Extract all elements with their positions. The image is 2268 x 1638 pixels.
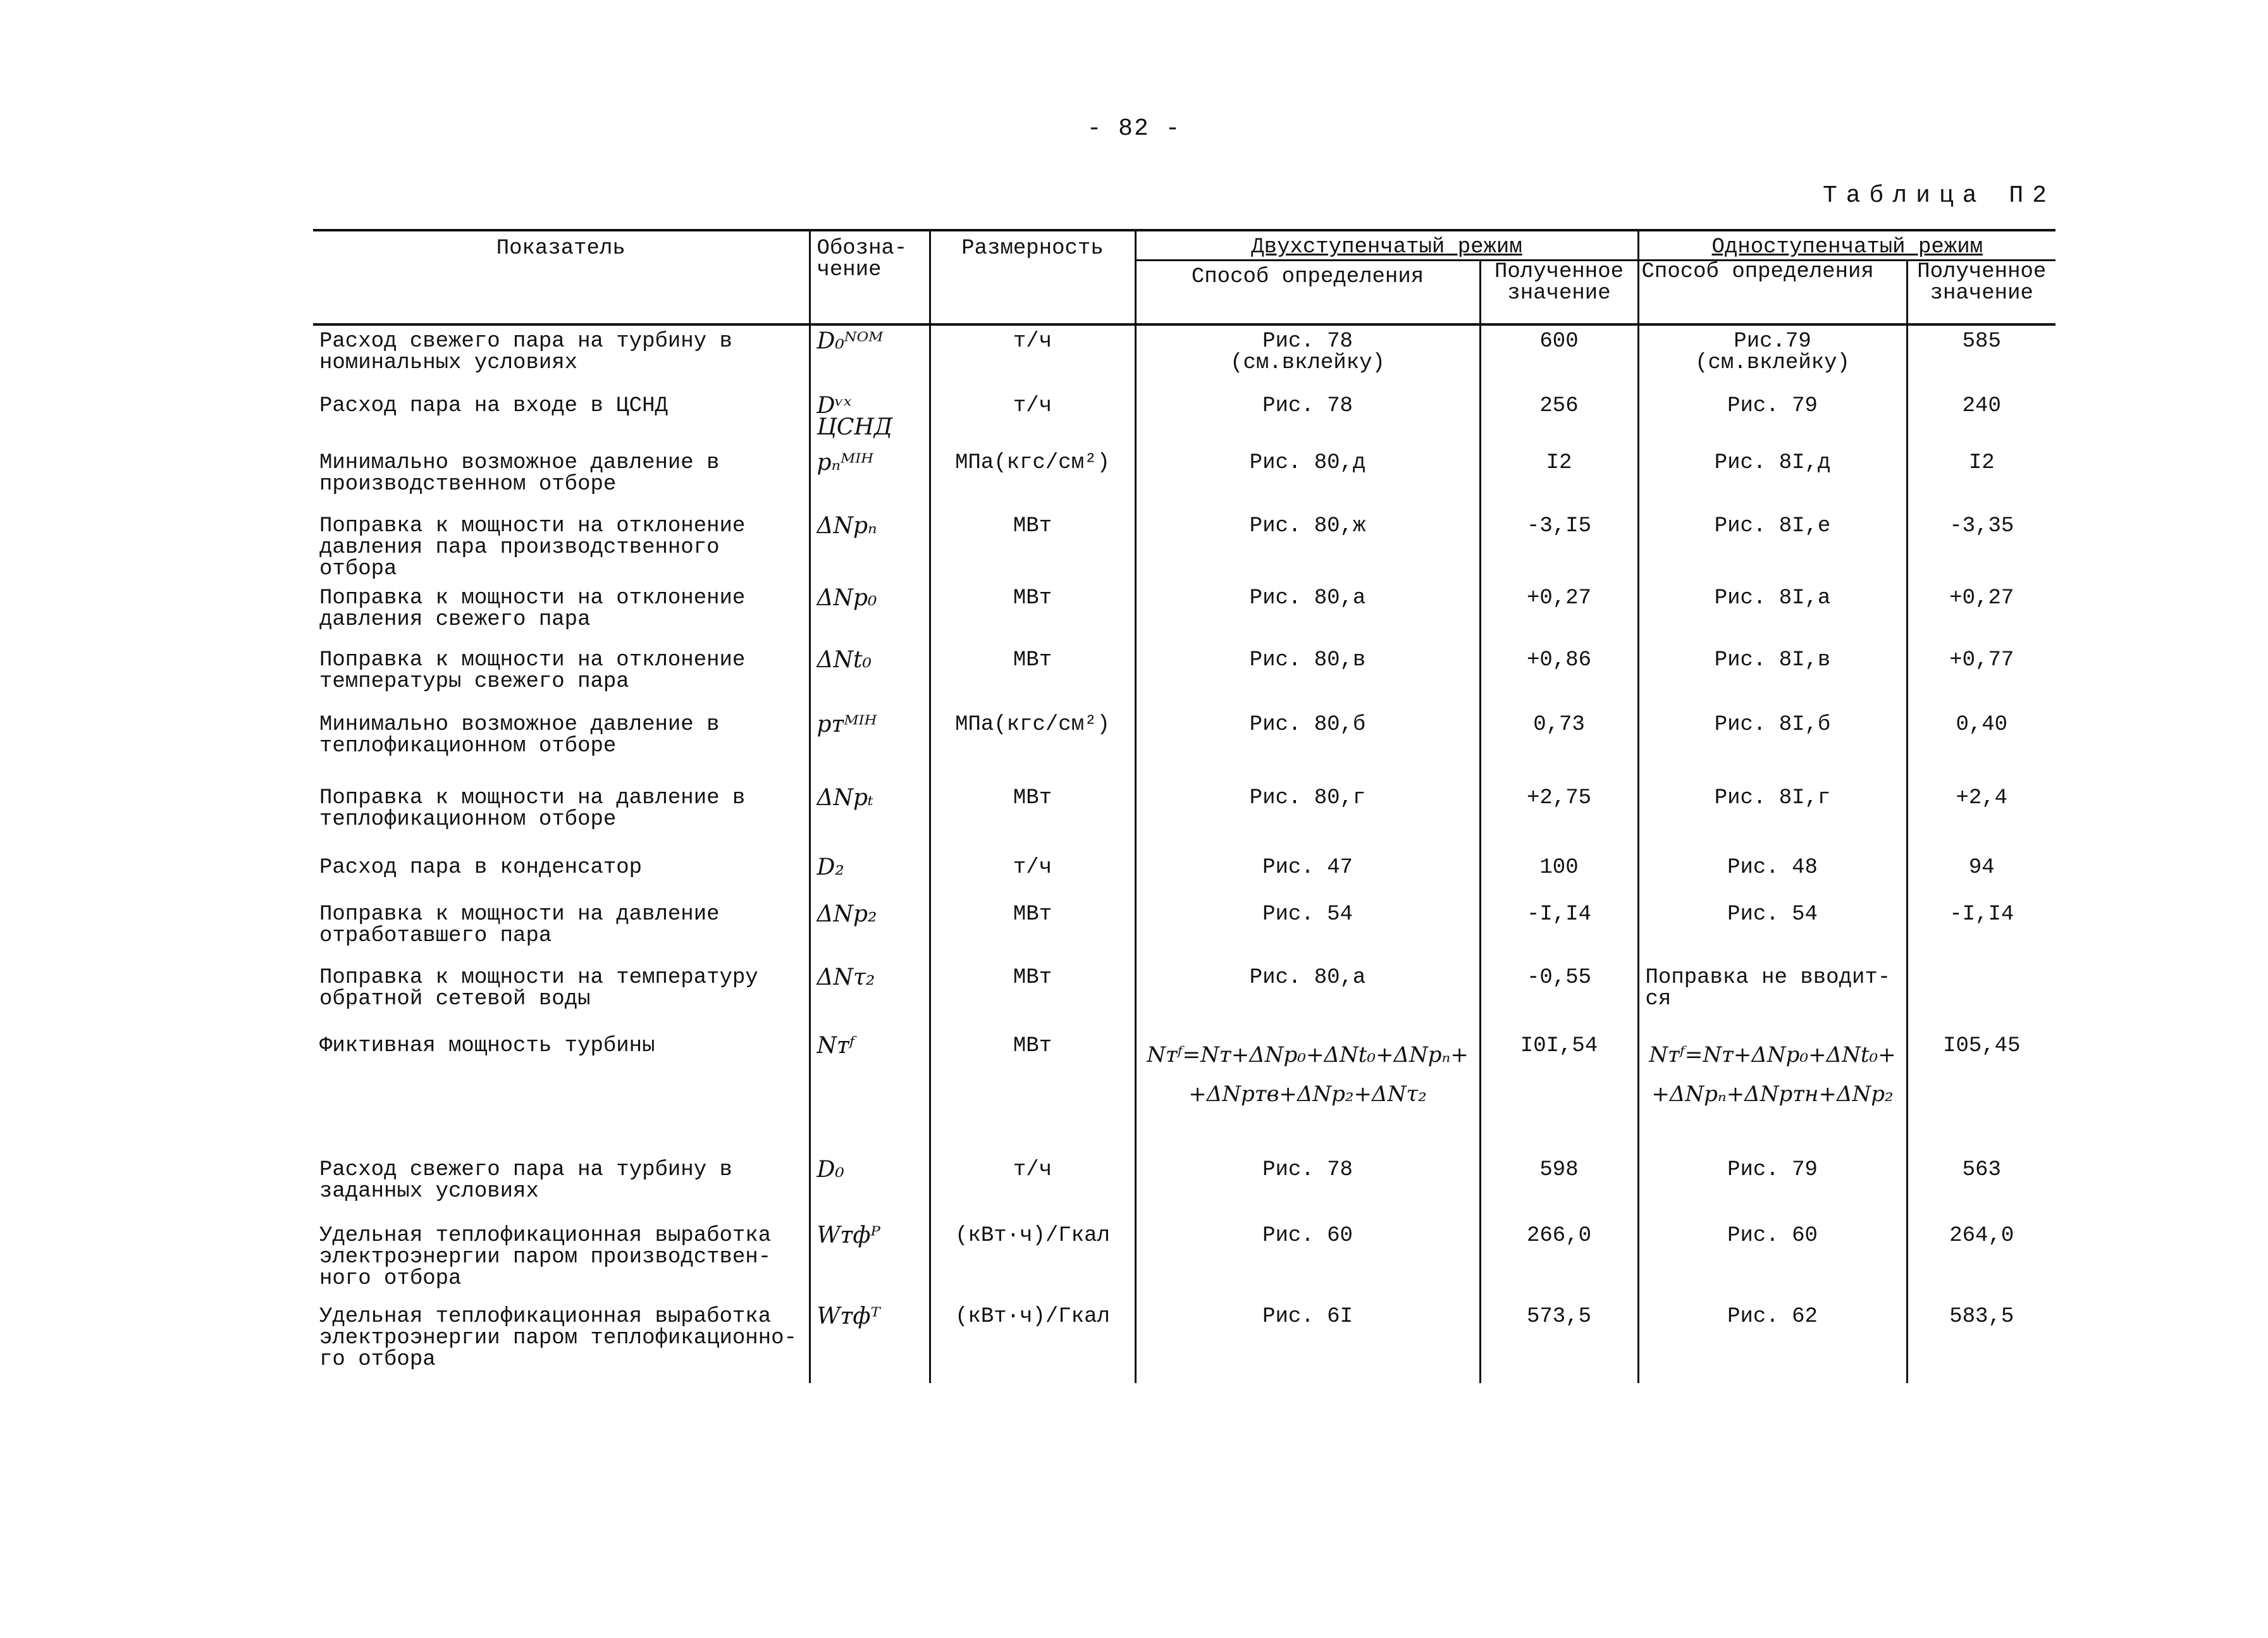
row-two-method: Рис. 80,б	[1135, 709, 1480, 782]
header-unit: Размерность	[930, 230, 1135, 324]
row-symbol: Dᵛˣ ЦСНД	[810, 390, 930, 447]
row-unit: МВт	[930, 899, 1135, 962]
row-symbol: pᴛᴹᴵᴴ	[810, 709, 930, 782]
row-symbol: ΔNpₜ	[810, 782, 930, 852]
row-one-method: Рис. 54	[1638, 899, 1907, 962]
row-two-value: -I,I4	[1480, 899, 1638, 962]
row-one-method: Рис. 8I,г	[1638, 782, 1907, 852]
row-one-method: Рис. 60	[1638, 1220, 1907, 1301]
row-one-method: Рис. 8I,е	[1638, 510, 1907, 582]
row-symbol: ΔNp₀	[810, 582, 930, 644]
row-two-value: I0I,54	[1480, 1030, 1638, 1154]
row-indicator: Минимально возможное давление в производственном отборе	[313, 447, 810, 510]
header-one-value: Полученное значение	[1907, 261, 2055, 325]
row-two-value: 573,5	[1480, 1301, 1638, 1383]
row-one-method: Рис. 8I,б	[1638, 709, 1907, 782]
row-symbol: Wᴛфᵀ	[810, 1301, 930, 1383]
row-symbol: pₙᴹᴵᴴ	[810, 447, 930, 510]
table-caption: Таблица П2	[1822, 182, 2055, 209]
row-one-value: 563	[1907, 1154, 2055, 1220]
row-unit: МВт	[930, 510, 1135, 582]
row-unit: МВт	[930, 582, 1135, 644]
row-symbol: D₀	[810, 1154, 930, 1220]
row-unit: МВт	[930, 962, 1135, 1030]
table-row	[313, 1301, 2055, 1383]
row-two-method: Рис. 80,а	[1135, 582, 1480, 644]
row-symbol: Nᴛᶠ	[810, 1030, 930, 1154]
header-two-method: Способ определения	[1135, 261, 1480, 325]
table-row	[313, 582, 2055, 644]
row-one-method: Поправка не вводит- ся	[1638, 962, 1907, 1030]
row-two-method: Рис. 78	[1135, 1154, 1480, 1220]
row-unit: МВт	[930, 782, 1135, 852]
row-indicator: Фиктивная мощность турбины	[313, 1030, 810, 1154]
row-unit: т/ч	[930, 852, 1135, 899]
row-indicator: Поправка к мощности на отклонение давления свежего пара	[313, 582, 810, 644]
row-one-value: -3,35	[1907, 510, 2055, 582]
table-row	[313, 510, 2055, 582]
row-one-method: Рис.79 (см.вклейку)	[1638, 324, 1907, 390]
row-symbol: ΔNt₀	[810, 644, 930, 709]
row-one-value: 240	[1907, 390, 2055, 447]
row-indicator: Расход свежего пара на турбину в заданных условиях	[313, 1154, 810, 1220]
table-row	[313, 852, 2055, 899]
table-row	[313, 644, 2055, 709]
row-one-method: Рис. 79	[1638, 390, 1907, 447]
page-number: - 82 -	[1087, 115, 1181, 142]
row-one-method: Рис. 8I,в	[1638, 644, 1907, 709]
row-two-method: Nᴛᶠ=Nᴛ+ΔNp₀+ΔNt₀+ΔNpₙ+ +ΔNpᴛв+ΔNp₂+ΔNτ₂	[1135, 1030, 1480, 1154]
row-one-value: 0,40	[1907, 709, 2055, 782]
table-row	[313, 1154, 2055, 1220]
row-two-value: +0,86	[1480, 644, 1638, 709]
row-two-value: 256	[1480, 390, 1638, 447]
row-symbol: D₂	[810, 852, 930, 899]
table-header	[313, 230, 2055, 324]
table-row	[313, 962, 2055, 1030]
table-row	[313, 447, 2055, 510]
row-unit: т/ч	[930, 390, 1135, 447]
row-one-method: Рис. 62	[1638, 1301, 1907, 1383]
row-one-value: 94	[1907, 852, 2055, 899]
row-two-method: Рис. 80,ж	[1135, 510, 1480, 582]
row-unit: МВт	[930, 644, 1135, 709]
row-indicator: Поправка к мощности на давление отработавшего пара	[313, 899, 810, 962]
table-row	[313, 709, 2055, 782]
row-two-method: Рис. 78 (см.вклейку)	[1135, 324, 1480, 390]
row-two-value: I2	[1480, 447, 1638, 510]
row-one-method: Nᴛᶠ=Nᴛ+ΔNp₀+ΔNt₀+ +ΔNpₙ+ΔNpᴛн+ΔNp₂	[1638, 1030, 1907, 1154]
row-unit: т/ч	[930, 324, 1135, 390]
row-unit: (кВт·ч)/Гкал	[930, 1301, 1135, 1383]
row-one-value: +0,27	[1907, 582, 2055, 644]
header-symbol: Обозна- чение	[810, 230, 930, 324]
header-two-value: Полученное значение	[1480, 261, 1638, 325]
table-row	[313, 390, 2055, 447]
row-two-method: Рис. 60	[1135, 1220, 1480, 1301]
row-two-value: +2,75	[1480, 782, 1638, 852]
row-two-value: -0,55	[1480, 962, 1638, 1030]
row-two-value: 600	[1480, 324, 1638, 390]
row-two-method: Рис. 54	[1135, 899, 1480, 962]
row-one-value: 585	[1907, 324, 2055, 390]
row-unit: МВт	[930, 1030, 1135, 1154]
header-indicator: Показатель	[313, 230, 810, 324]
table-row	[313, 1220, 2055, 1301]
row-one-value: +2,4	[1907, 782, 2055, 852]
table-row	[313, 324, 2055, 390]
row-unit: МПа(кгс/см²)	[930, 709, 1135, 782]
row-indicator: Удельная теплофикационная выработка электроэнергии паром производствен- ного отбора	[313, 1220, 810, 1301]
row-one-value: +0,77	[1907, 644, 2055, 709]
header-one-stage: Одноступенчатый режим	[1638, 230, 2055, 261]
data-table	[313, 229, 2055, 1383]
row-indicator: Поправка к мощности на давление в теплофикационном отборе	[313, 782, 810, 852]
row-one-value: 583,5	[1907, 1301, 2055, 1383]
row-indicator: Удельная теплофикационная выработка электроэнергии паром теплофикационно- го отбора	[313, 1301, 810, 1383]
row-two-value: 266,0	[1480, 1220, 1638, 1301]
row-symbol: ΔNτ₂	[810, 962, 930, 1030]
row-indicator: Расход пара в конденсатор	[313, 852, 810, 899]
row-indicator: Расход свежего пара на турбину в номинальных условиях	[313, 324, 810, 390]
table-row	[313, 899, 2055, 962]
row-indicator: Поправка к мощности на отклонение давления пара производственного отбора	[313, 510, 810, 582]
row-two-method: Рис. 80,в	[1135, 644, 1480, 709]
row-one-method: Рис. 48	[1638, 852, 1907, 899]
row-indicator: Расход пара на входе в ЦСНД	[313, 390, 810, 447]
row-indicator: Поправка к мощности на отклонение температуры свежего пара	[313, 644, 810, 709]
row-symbol: ΔNp₂	[810, 899, 930, 962]
row-one-method: Рис. 8I,д	[1638, 447, 1907, 510]
row-symbol: Wᴛфᴾ	[810, 1220, 930, 1301]
row-two-value: -3,I5	[1480, 510, 1638, 582]
row-one-value: I2	[1907, 447, 2055, 510]
row-one-value	[1907, 962, 2055, 1030]
row-symbol: D₀ᴺᴼᴹ	[810, 324, 930, 390]
row-symbol: ΔNpₙ	[810, 510, 930, 582]
row-indicator: Минимально возможное давление в теплофикационном отборе	[313, 709, 810, 782]
row-two-method: Рис. 78	[1135, 390, 1480, 447]
row-two-value: +0,27	[1480, 582, 1638, 644]
row-two-value: 0,73	[1480, 709, 1638, 782]
row-unit: МПа(кгс/см²)	[930, 447, 1135, 510]
row-indicator: Поправка к мощности на температуру обратной сетевой воды	[313, 962, 810, 1030]
table-row	[313, 1030, 2055, 1154]
row-two-value: 598	[1480, 1154, 1638, 1220]
row-two-method: Рис. 47	[1135, 852, 1480, 899]
table-body	[313, 324, 2055, 1383]
row-one-method: Рис. 8I,а	[1638, 582, 1907, 644]
row-one-method: Рис. 79	[1638, 1154, 1907, 1220]
row-two-method: Рис. 6I	[1135, 1301, 1480, 1383]
row-two-method: Рис. 80,г	[1135, 782, 1480, 852]
row-two-method: Рис. 80,д	[1135, 447, 1480, 510]
row-unit: т/ч	[930, 1154, 1135, 1220]
row-two-value: 100	[1480, 852, 1638, 899]
row-unit: (кВт·ч)/Гкал	[930, 1220, 1135, 1301]
row-two-method: Рис. 80,а	[1135, 962, 1480, 1030]
header-two-stage: Двухступенчатый режим	[1135, 230, 1638, 261]
table-row	[313, 782, 2055, 852]
row-one-value: 264,0	[1907, 1220, 2055, 1301]
row-one-value: I05,45	[1907, 1030, 2055, 1154]
row-one-value: -I,I4	[1907, 899, 2055, 962]
header-one-method: Способ определения	[1638, 261, 1907, 325]
